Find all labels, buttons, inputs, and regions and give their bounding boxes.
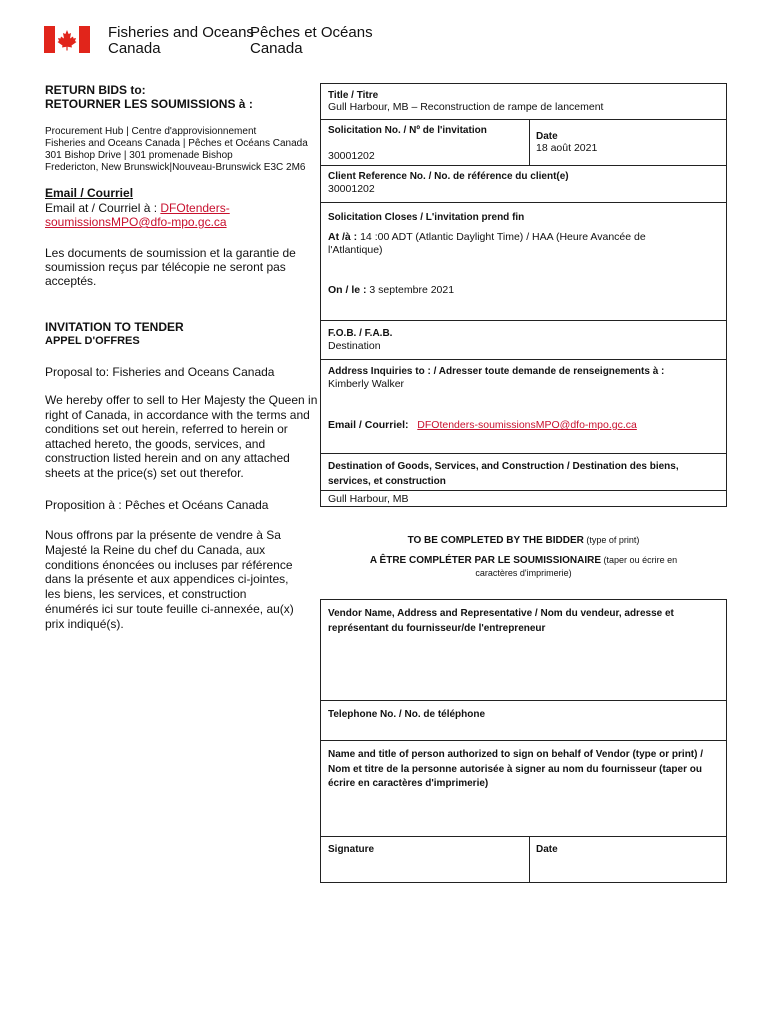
offer-fr: Nous offrons par la présente de vendre à Sa Majesté la Reine du chef du Canada, aux conditions énoncées ou incluses par référence dans la présente et aux appendices ci-jointes, les biens, les services, et construction énumérés ici sur toute feuille ci-annexée, au(x) prix indiqué(s). bbox=[45, 528, 294, 631]
destination-label: Destination of Goods, Services, and Construction / Destination des biens, services, et construction bbox=[328, 461, 679, 487]
complete-fr-text: A ÊTRE COMPLÉTER PAR LE SOUMISSIONAIRE bbox=[369, 555, 602, 566]
contact-email-link[interactable]: DFOtenders-soumissionsMPO@dfo-mpo.gc.ca bbox=[417, 419, 637, 431]
telephone-field[interactable] bbox=[321, 722, 726, 739]
fax-note: Les documents de soumission et la garantie de soumission reçus par télécopie ne seront pas acceptés. bbox=[45, 246, 296, 288]
complete-en bbox=[320, 534, 727, 547]
closes-label: Solicitation Closes / L'invitation prend fin bbox=[328, 212, 525, 223]
on-label: On / le : bbox=[328, 284, 370, 296]
vendor-field[interactable] bbox=[321, 636, 726, 699]
solicitation-value: 30001202 bbox=[328, 150, 375, 162]
return-address-line1: Procurement Hub | Centre d'approvisionnement bbox=[45, 126, 257, 137]
return-address-line4: Fredericton, New Brunswick|Nouveau-Brunswick E3C 2M6 bbox=[45, 162, 306, 173]
complete-fr-note: (taper ou écrire en bbox=[601, 555, 678, 565]
title-value: Gull Harbour, MB – Reconstruction de rampe de lancement bbox=[328, 101, 604, 113]
return-address-line2: Fisheries and Oceans Canada | Pêches et Océans Canada bbox=[45, 138, 308, 149]
date-value: 18 août 2021 bbox=[536, 142, 598, 154]
email-link-part2[interactable]: soumissionsMPO@dfo-mpo.gc.ca bbox=[45, 215, 227, 229]
closing-date bbox=[328, 284, 454, 297]
invitation-heading-en: INVITATION TO TENDER bbox=[45, 320, 184, 334]
closing-time bbox=[328, 231, 698, 257]
fob-value: Destination bbox=[328, 340, 381, 352]
signature-date-label: Date bbox=[536, 844, 558, 855]
email-link-part1[interactable]: DFOtenders- bbox=[160, 201, 230, 215]
at-label: At /à : bbox=[328, 231, 361, 243]
client-ref-value: 30001202 bbox=[328, 183, 375, 195]
brand-en-line2: Canada bbox=[108, 40, 161, 57]
email-line bbox=[45, 201, 315, 229]
complete-en-text: TO BE COMPLETED BY THE BIDDER bbox=[407, 535, 584, 546]
solicitation-label: Solicitation No. / Nº de l'invitation bbox=[328, 125, 487, 136]
contact-email-label: Email / Courriel: bbox=[328, 419, 409, 431]
signature-label: Signature bbox=[328, 844, 375, 855]
inquiries-label: Address Inquiries to : / Adresser toute demande de renseignements à : bbox=[328, 366, 665, 377]
offer-en: We hereby offer to sell to Her Majesty the Queen in right of Canada, in accordance with the terms and conditions set out herein, referred to herein or attached hereto, the goods, services, and construction listed herein and on any attached sheets at the price(s) set out therefor. bbox=[45, 393, 318, 480]
destination-value: Gull Harbour, MB bbox=[328, 493, 409, 505]
canada-flag-icon bbox=[44, 26, 90, 53]
vendor-label: Vendor Name, Address and Representative / Nom du vendeur, adresse et représentant du fournisseur/de l'entrepreneur bbox=[328, 608, 674, 634]
return-bids-heading-fr: RETOURNER LES SOUMISSIONS à : bbox=[45, 97, 253, 111]
fob-label: F.O.B. / F.A.B. bbox=[328, 328, 393, 339]
return-bids-heading-en: RETURN BIDS to: bbox=[45, 83, 146, 97]
authorized-field[interactable] bbox=[321, 795, 726, 835]
complete-en-note: (type of print) bbox=[583, 535, 640, 545]
telephone-label: Telephone No. / No. de téléphone bbox=[328, 709, 486, 720]
brand-fr-line2: Canada bbox=[250, 40, 303, 57]
brand-fr-line1: Pêches et Océans bbox=[250, 24, 373, 41]
signature-field[interactable] bbox=[321, 857, 528, 882]
title-label: Title / Titre bbox=[328, 90, 379, 101]
on-value: 3 septembre 2021 bbox=[369, 284, 455, 296]
complete-fr bbox=[320, 554, 727, 567]
date-label: Date bbox=[536, 131, 558, 142]
at-value: 14 :00 ADT (Atlantic Daylight Time) / HAA (Heure Avancée de l'Atlantique) bbox=[328, 231, 646, 256]
inquiries-value: Kimberly Walker bbox=[328, 378, 405, 390]
client-ref-label: Client Reference No. / No. de référence du client(e) bbox=[328, 171, 569, 182]
proposal-en: Proposal to: Fisheries and Oceans Canada bbox=[45, 365, 275, 379]
contact-email-row bbox=[328, 419, 723, 432]
brand-en-line1: Fisheries and Oceans bbox=[108, 24, 254, 41]
signature-date-field[interactable] bbox=[530, 857, 726, 882]
email-prefix: Email at / Courriel à : bbox=[45, 201, 161, 215]
authorized-label: Name and title of person authorized to sign on behalf of Vendor (type or print) / Nom et titre de la personne autorisée à signer au nom du fournisseur (taper ou écrire en caractères d'imprimerie) bbox=[328, 749, 704, 789]
return-address-line3: 301 Bishop Drive | 301 promenade Bishop bbox=[45, 150, 233, 161]
invitation-heading-fr: APPEL D'OFFRES bbox=[45, 335, 140, 347]
complete-fr-note2: caractères d'imprimerie) bbox=[475, 568, 572, 578]
email-heading: Email / Courriel bbox=[45, 186, 134, 200]
proposal-fr: Proposition à : Pêches et Océans Canada bbox=[45, 498, 269, 512]
